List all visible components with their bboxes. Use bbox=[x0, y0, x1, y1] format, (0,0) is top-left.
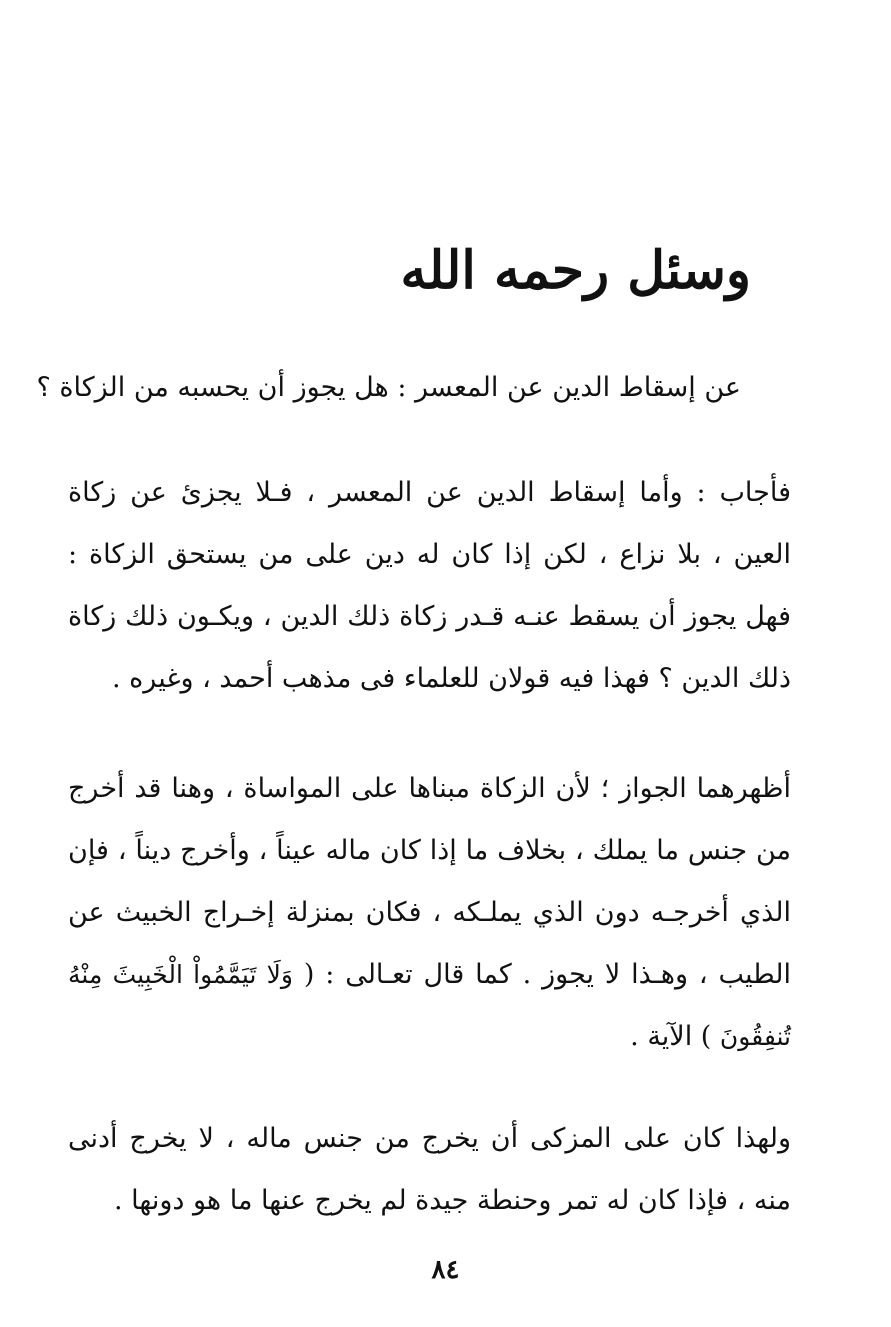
paragraph-2-text: أظهرهما الجواز ؛ لأن الزكاة مبناها على المواساة ، وهنا قد أخرج من جنس ما يملك ، بخلاف ما إذا كان ماله عيناً ، وأخرج ديناً ، فإن الذي أخرجـه دون الذي يملـكه ، فكان بمنزلة إخـراج الخبيث عن الطيب ، وهـذا لا يجوز . كما قال تعـالى : ( bbox=[68, 773, 791, 990]
answer-paragraph-3: ولهذا كان على المزكى أن يخرج من جنس ماله ، لا يخرج أدنى منه ، فإذا كان له تمر وحنطة جيدة لم يخرج عنها ما هو دونها . bbox=[68, 1123, 791, 1216]
answer-paragraph-1: فأجاب : وأما إسقاط الدين عن المعسر ، فـلا يجزئ عن زكاة العين ، بلا نزاع ، لكن إذا كان له دين على من يستحق الزكاة : فهل يجوز أن يسقط عنـه قـدر زكاة ذلك الدين ، ويكـون ذلك زكاة ذلك الدين ؟ فهذا فيه قولان للعلماء فى مذهب أحمد ، وغيره . bbox=[68, 477, 791, 694]
answer-paragraph-2 bbox=[68, 758, 791, 1068]
quran-verse: وَلَا تَيَمَّمُواْ الْخَبِيثَ مِنْهُ تُنفِقُونَ bbox=[68, 960, 791, 1051]
question-text: عن إسقاط الدين عن المعسر : هل يجوز أن يحسبه من الزكاة ؟ bbox=[36, 372, 741, 403]
paragraph-2-ending: ) الآية . bbox=[630, 1021, 712, 1052]
section-heading: وسئل رحمه الله bbox=[400, 240, 751, 301]
page-number: ٨٤ bbox=[431, 1255, 460, 1285]
